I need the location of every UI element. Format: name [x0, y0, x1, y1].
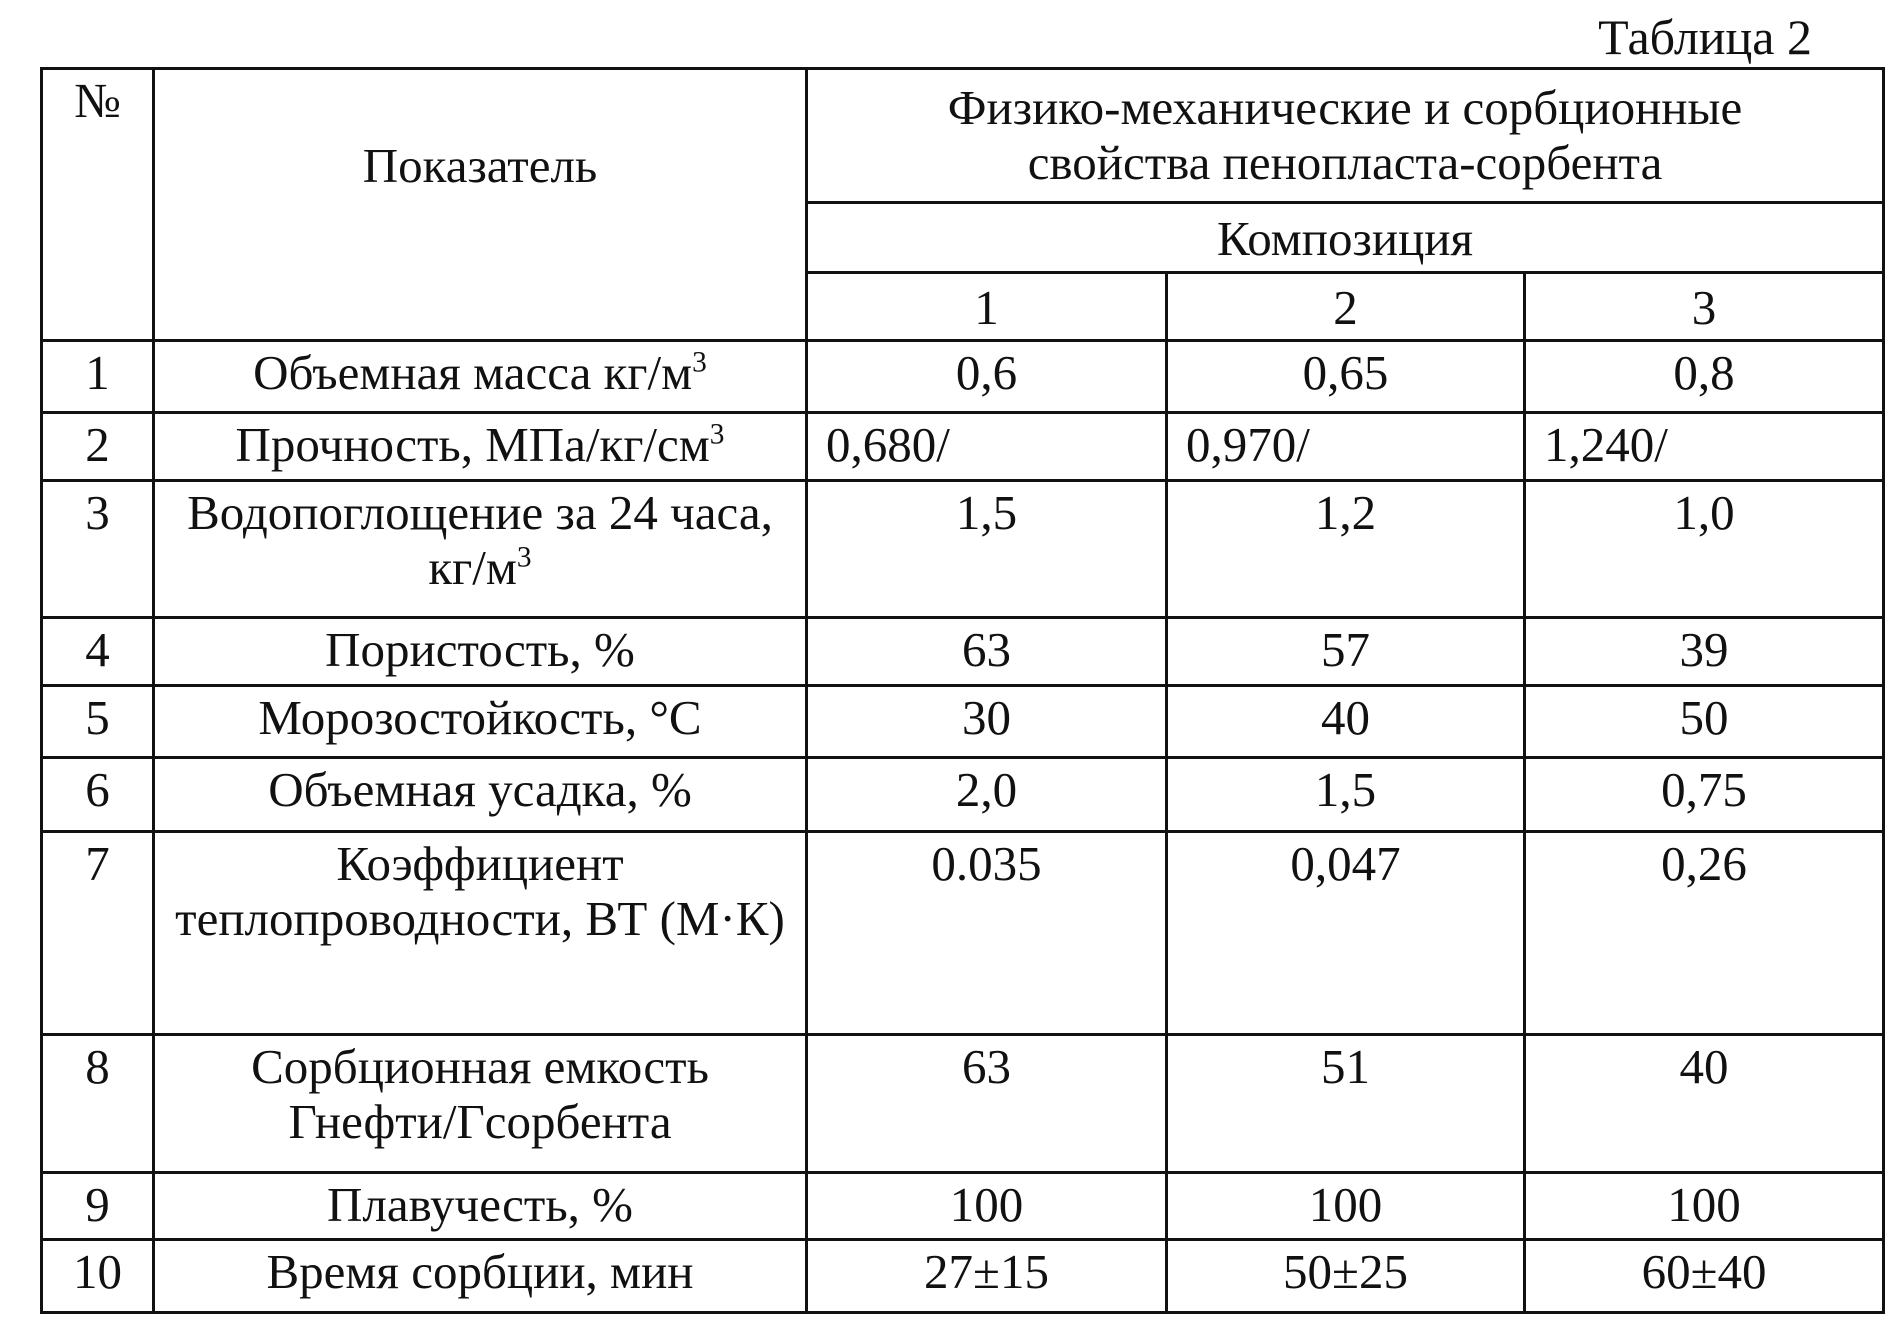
row-number: 1 [42, 341, 154, 413]
row-label [154, 686, 807, 758]
row-value-3: 40 [1525, 1035, 1884, 1173]
row-value-2: 0,047 [1167, 832, 1525, 1035]
row-value-2: 40 [1167, 686, 1525, 758]
row-label-text: Сорбционная емкость Гнефти/Гсорбента [251, 1039, 709, 1149]
row-label-text: Морозостойкость, °С [258, 690, 702, 745]
row-label [154, 1240, 807, 1313]
table-row [42, 481, 1884, 618]
row-value-1: 0.035 [807, 832, 1167, 1035]
row-value-2: 57 [1167, 618, 1525, 686]
row-label [154, 341, 807, 413]
row-value-3: 50 [1525, 686, 1884, 758]
row-label [154, 1035, 807, 1173]
row-label-sup: 3 [516, 541, 532, 574]
table-row [42, 1240, 1884, 1313]
row-value-1: 0,6 [807, 341, 1167, 413]
row-value-3: 0,26 [1525, 832, 1884, 1035]
row-value-3: 1,240/ [1525, 413, 1884, 481]
row-value-2: 50±25 [1167, 1240, 1525, 1313]
table-row [42, 832, 1884, 1035]
properties-table [40, 67, 1885, 1314]
row-value-3: 60±40 [1525, 1240, 1884, 1313]
row-value-2: 1,5 [1167, 758, 1525, 832]
header-num: № [42, 69, 154, 341]
row-value-3: 1,0 [1525, 481, 1884, 618]
row-label [154, 413, 807, 481]
header-composition-1: 1 [807, 273, 1167, 341]
table-row [42, 341, 1884, 413]
row-label-text: Объемная усадка, % [268, 762, 692, 817]
row-number: 10 [42, 1240, 154, 1313]
row-value-2: 51 [1167, 1035, 1525, 1173]
row-value-1: 1,5 [807, 481, 1167, 618]
header-group: Физико-механические и сорбционные свойства пенопласта-сорбента [807, 69, 1884, 203]
row-value-1: 63 [807, 618, 1167, 686]
table-row [42, 618, 1884, 686]
row-label-text: Водопоглощение за 24 часа, кг/м [187, 485, 773, 595]
header-composition-3: 3 [1525, 273, 1884, 341]
row-label-sup: 3 [709, 418, 725, 451]
row-label [154, 1173, 807, 1240]
row-value-1: 27±15 [807, 1240, 1167, 1313]
row-number: 4 [42, 618, 154, 686]
row-label [154, 758, 807, 832]
row-number: 9 [42, 1173, 154, 1240]
row-label [154, 481, 807, 618]
header-subgroup: Композиция [807, 203, 1884, 273]
row-number: 2 [42, 413, 154, 481]
row-value-2: 0,65 [1167, 341, 1525, 413]
row-number: 5 [42, 686, 154, 758]
row-label-text: Плавучесть, % [327, 1177, 633, 1232]
row-value-3: 0,75 [1525, 758, 1884, 832]
row-value-1: 0,680/ [807, 413, 1167, 481]
row-value-1: 100 [807, 1173, 1167, 1240]
row-label-text: Прочность, МПа/кг/см [235, 417, 710, 472]
row-value-3: 0,8 [1525, 341, 1884, 413]
table-row [42, 1173, 1884, 1240]
row-value-1: 2,0 [807, 758, 1167, 832]
row-label [154, 832, 807, 1035]
row-label-sup: 3 [692, 346, 707, 379]
header-indicator: Показатель [154, 69, 807, 341]
row-number: 7 [42, 832, 154, 1035]
row-label-text: Время сорбции, мин [266, 1244, 694, 1299]
table-row [42, 758, 1884, 832]
row-value-3: 39 [1525, 618, 1884, 686]
row-value-3: 100 [1525, 1173, 1884, 1240]
table-caption: Таблица 2 [1598, 9, 1812, 65]
row-value-1: 30 [807, 686, 1167, 758]
row-label [154, 618, 807, 686]
row-value-2: 1,2 [1167, 481, 1525, 618]
row-label-text: Объемная масса кг/м [253, 345, 693, 400]
header-composition-2: 2 [1167, 273, 1525, 341]
row-value-1: 63 [807, 1035, 1167, 1173]
row-number: 6 [42, 758, 154, 832]
row-label-text: Коэффициент теплопроводности, ВТ (М·К) [175, 836, 785, 946]
table-row [42, 1035, 1884, 1173]
row-value-2: 0,970/ [1167, 413, 1525, 481]
table-row [42, 413, 1884, 481]
row-number: 3 [42, 481, 154, 618]
row-number: 8 [42, 1035, 154, 1173]
row-value-2: 100 [1167, 1173, 1525, 1240]
row-label-text: Пористость, % [325, 622, 635, 677]
table-row [42, 686, 1884, 758]
